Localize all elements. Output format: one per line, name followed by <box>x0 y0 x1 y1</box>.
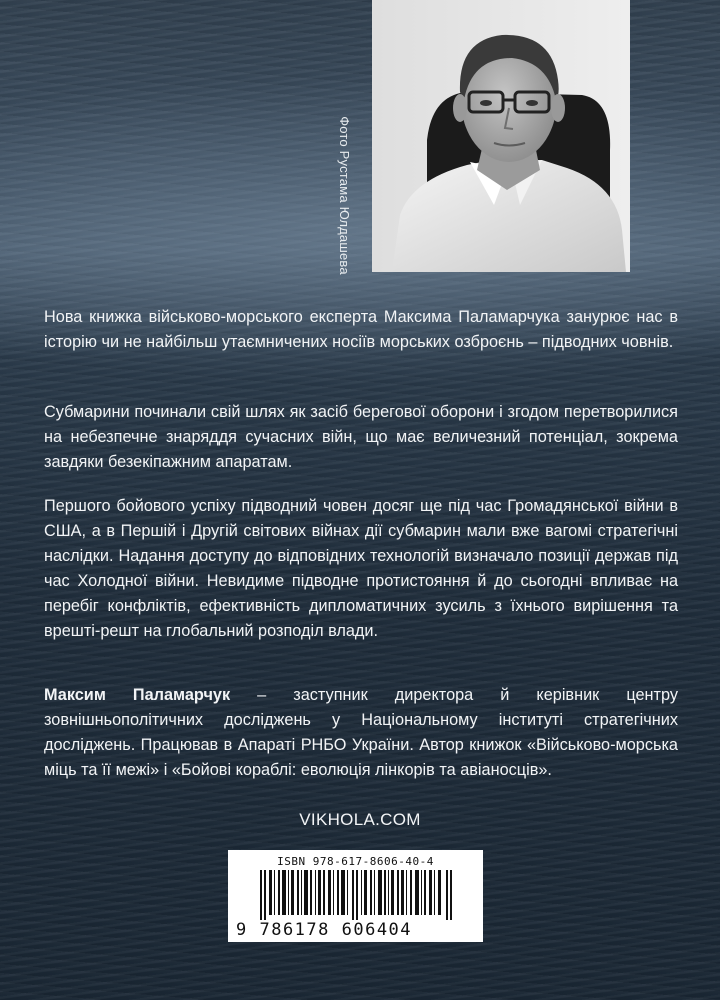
author-photo <box>372 0 630 272</box>
isbn-label: ISBN 978-617-8606-40-4 <box>277 855 434 868</box>
barcode-digits: 9 786178 606404 <box>236 920 413 940</box>
author-bio <box>44 683 678 783</box>
photo-credit-text: Фото Рустама Юлдашева <box>336 115 352 275</box>
photo-credit <box>330 115 358 275</box>
description-paragraph-2: Субмарини починали свій шлях як засіб берегової оборони і згодом перетворилися на небезпечне знаряддя сучасних війн, що має величезний потенціал, зокрема завдяки безекіпажним апаратам. <box>44 403 678 471</box>
description-paragraph-3: Першого бойового успіху підводний човен досяг ще під час Громадянської війни в США, а в Першій і Другій світових війнах дії субмарин мали вже вагомі стратегічні наслідки. Надання доступу до відповідних технологій визначало позиції держав під час Холодної війни. Невидиме підводне протистояння й до сьогодні впливає на перебіг конфліктів, ефективність дипломатичних зусиль з їхнього вирішення та врешті-решт на глобальний розподіл влади. <box>44 497 678 640</box>
author-name: Максим Паламарчук <box>44 686 231 704</box>
publisher-website: VIKHOLA.COM <box>299 810 421 829</box>
isbn-barcode <box>228 850 483 942</box>
barcode-bars <box>260 870 456 920</box>
author-portrait-image <box>372 0 630 272</box>
description-paragraph-1: Нова книжка військово-морського експерта Максима Паламарчука занурює нас в історію чи не найбільш утаємничених носіїв морських озброєнь – підводних човнів. <box>44 308 678 351</box>
author-bio-text: – заступник директора й керівник центру зовнішньополітичних досліджень у Національному інституті стратегічних досліджень. Працював в Апараті РНБО України. Автор книжок «Військово-морська міць та її межі» і «Бойові кораблі: еволюція лінкорів та авіаносців». <box>44 686 678 779</box>
